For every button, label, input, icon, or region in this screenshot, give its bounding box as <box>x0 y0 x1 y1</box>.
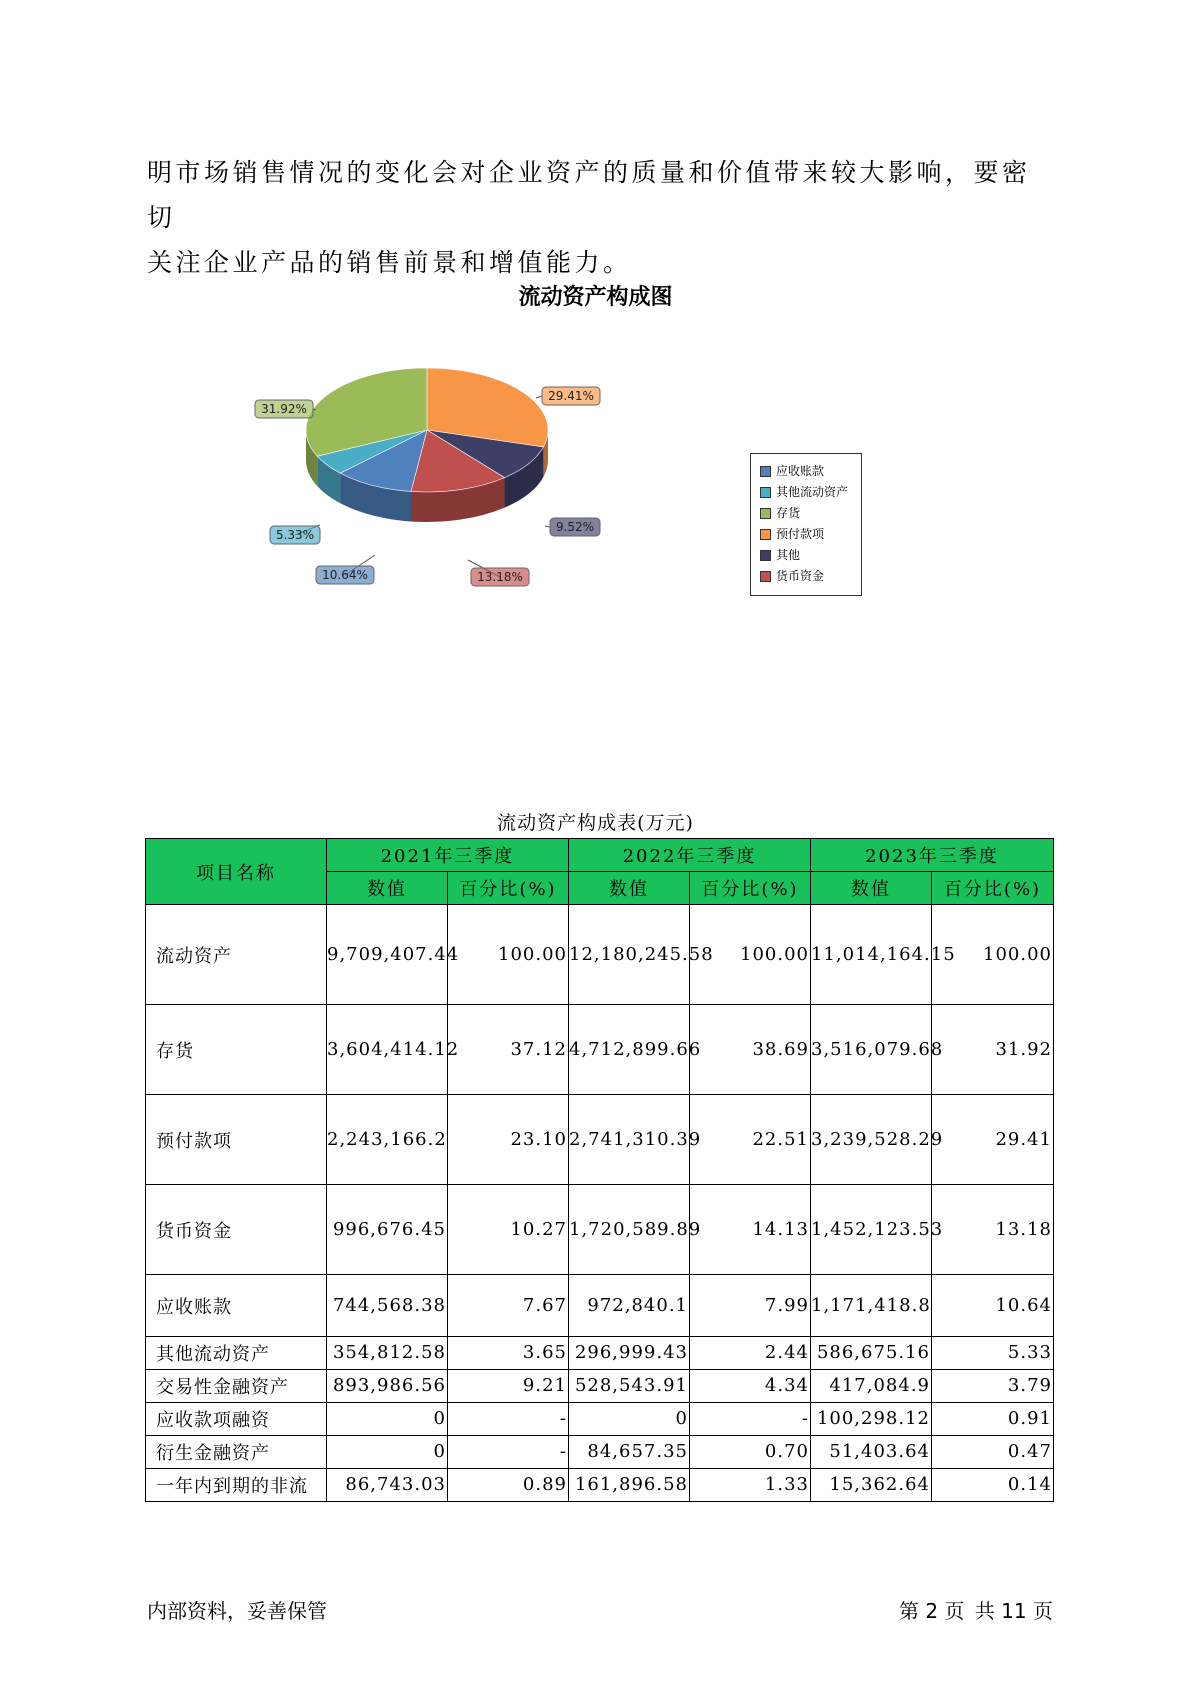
value-cell: 296,999.43 <box>569 1337 690 1370</box>
value-cell: 12,180,245.58 <box>569 905 690 1005</box>
row-label: 存货 <box>146 1005 327 1095</box>
legend-swatch <box>760 550 771 561</box>
percent-cell: 37.12 <box>448 1005 569 1095</box>
percent-cell: 5.33 <box>932 1337 1054 1370</box>
percent-cell: - <box>448 1436 569 1469</box>
value-cell: 0 <box>327 1436 448 1469</box>
pie-data-label: 5.33% <box>275 528 315 542</box>
row-label: 其他流动资产 <box>146 1337 327 1370</box>
percent-cell: 100.00 <box>932 905 1054 1005</box>
percent-cell: 4.34 <box>690 1370 811 1403</box>
chart-legend <box>750 453 862 596</box>
percent-cell: 7.67 <box>448 1275 569 1337</box>
table-row <box>146 1095 1054 1185</box>
header-value: 数值 <box>569 872 690 905</box>
header-period: 2023年三季度 <box>811 839 1054 872</box>
legend-swatch <box>760 487 771 498</box>
value-cell: 1,452,123.53 <box>811 1185 932 1275</box>
value-cell: 15,362.64 <box>811 1469 932 1502</box>
row-label: 流动资产 <box>146 905 327 1005</box>
percent-cell: 9.21 <box>448 1370 569 1403</box>
value-cell: 100,298.12 <box>811 1403 932 1436</box>
legend-item <box>760 566 861 587</box>
row-label: 衍生金融资产 <box>146 1436 327 1469</box>
pie-data-label: 13.18% <box>477 570 523 584</box>
pie-leader-line <box>536 396 542 398</box>
legend-swatch <box>760 571 771 582</box>
row-label: 货币资金 <box>146 1185 327 1275</box>
page-total: 共 11 页 <box>974 1599 1053 1623</box>
pie-data-label: 10.64% <box>322 568 368 582</box>
percent-cell: 29.41 <box>932 1095 1054 1185</box>
percent-cell: 13.18 <box>932 1185 1054 1275</box>
pie-leader-line <box>545 526 550 527</box>
percent-cell: 0.91 <box>932 1403 1054 1436</box>
table-row <box>146 1275 1054 1337</box>
percent-cell: 7.99 <box>690 1275 811 1337</box>
percent-cell: 3.79 <box>932 1370 1054 1403</box>
percent-cell: 0.89 <box>448 1469 569 1502</box>
legend-label: 其他 <box>776 548 801 562</box>
page-number: 第 2 页 <box>899 1599 965 1623</box>
legend-label: 预付款项 <box>776 527 825 541</box>
legend-swatch <box>760 508 771 519</box>
percent-cell: - <box>690 1403 811 1436</box>
value-cell: 996,676.45 <box>327 1185 448 1275</box>
percent-cell: 1.33 <box>690 1469 811 1502</box>
value-cell: 0 <box>327 1403 448 1436</box>
chart-title: 流动资产构成图 <box>518 285 673 310</box>
pie-data-label: 31.92% <box>261 402 307 416</box>
value-cell: 3,516,079.68 <box>811 1005 932 1095</box>
value-cell: 586,675.16 <box>811 1337 932 1370</box>
percent-cell: 100.00 <box>690 905 811 1005</box>
legend-item <box>760 461 861 482</box>
value-cell: 528,543.91 <box>569 1370 690 1403</box>
legend-label: 存货 <box>776 506 801 520</box>
legend-item <box>760 482 861 503</box>
percent-cell: 23.10 <box>448 1095 569 1185</box>
percent-cell: 0.14 <box>932 1469 1054 1502</box>
legend-label: 其他流动资产 <box>776 485 849 499</box>
header-item-name: 项目名称 <box>146 839 327 905</box>
row-label: 交易性金融资产 <box>146 1370 327 1403</box>
header-percent: 百分比(%) <box>448 872 569 905</box>
footer-pagination <box>895 1595 1053 1624</box>
table-row <box>146 1370 1054 1403</box>
header-percent: 百分比(%) <box>690 872 811 905</box>
header-value: 数值 <box>327 872 448 905</box>
value-cell: 354,812.58 <box>327 1337 448 1370</box>
value-cell: 4,712,899.66 <box>569 1005 690 1095</box>
value-cell: 744,568.38 <box>327 1275 448 1337</box>
table-row <box>146 1185 1054 1275</box>
header-period: 2021年三季度 <box>327 839 569 872</box>
legend-item <box>760 503 861 524</box>
value-cell: 51,403.64 <box>811 1436 932 1469</box>
header-value: 数值 <box>811 872 932 905</box>
percent-cell: 0.70 <box>690 1436 811 1469</box>
table-row <box>146 1403 1054 1436</box>
value-cell: 0 <box>569 1403 690 1436</box>
value-cell: 1,720,589.89 <box>569 1185 690 1275</box>
percent-cell: 2.44 <box>690 1337 811 1370</box>
value-cell: 86,743.03 <box>327 1469 448 1502</box>
percent-cell: 0.47 <box>932 1436 1054 1469</box>
value-cell: 972,840.1 <box>569 1275 690 1337</box>
pie-chart <box>0 0 1191 700</box>
table-row <box>146 905 1054 1005</box>
percent-cell: 10.64 <box>932 1275 1054 1337</box>
legend-item <box>760 524 861 545</box>
legend-label: 货币资金 <box>776 569 825 583</box>
percent-cell: 10.27 <box>448 1185 569 1275</box>
value-cell: 3,604,414.12 <box>327 1005 448 1095</box>
value-cell: 2,243,166.2 <box>327 1095 448 1185</box>
legend-swatch <box>760 529 771 540</box>
row-label: 应收账款 <box>146 1275 327 1337</box>
footer-note: 内部资料，妥善保管 <box>147 1599 327 1623</box>
value-cell: 2,741,310.39 <box>569 1095 690 1185</box>
legend-item <box>760 545 861 566</box>
table-row <box>146 1469 1054 1502</box>
table-row <box>146 1436 1054 1469</box>
percent-cell: 22.51 <box>690 1095 811 1185</box>
header-period: 2022年三季度 <box>569 839 811 872</box>
row-label: 预付款项 <box>146 1095 327 1185</box>
value-cell: 161,896.58 <box>569 1469 690 1502</box>
header-percent: 百分比(%) <box>932 872 1054 905</box>
value-cell: 417,084.9 <box>811 1370 932 1403</box>
value-cell: 3,239,528.29 <box>811 1095 932 1185</box>
row-label: 应收款项融资 <box>146 1403 327 1436</box>
paragraph-line: 关注企业产品的销售前景和增值能力。 <box>147 248 632 277</box>
value-cell: 893,986.56 <box>327 1370 448 1403</box>
table-row <box>146 1337 1054 1370</box>
legend-swatch <box>760 466 771 477</box>
legend-label: 应收账款 <box>776 464 825 478</box>
value-cell: 9,709,407.44 <box>327 905 448 1005</box>
value-cell: 11,014,164.15 <box>811 905 932 1005</box>
percent-cell: 3.65 <box>448 1337 569 1370</box>
percent-cell: 38.69 <box>690 1005 811 1095</box>
value-cell: 1,171,418.8 <box>811 1275 932 1337</box>
percent-cell: - <box>448 1403 569 1436</box>
percent-cell: 31.92 <box>932 1005 1054 1095</box>
table-caption: 流动资产构成表(万元) <box>497 812 694 834</box>
value-cell: 84,657.35 <box>569 1436 690 1469</box>
table-row <box>146 1005 1054 1095</box>
assets-table <box>145 838 1054 1502</box>
percent-cell: 14.13 <box>690 1185 811 1275</box>
pie-data-label: 9.52% <box>555 520 595 534</box>
percent-cell: 100.00 <box>448 905 569 1005</box>
paragraph-line: 明市场销售情况的变化会对企业资产的质量和价值带来较大影响，要密切 <box>147 158 1031 232</box>
row-label: 一年内到期的非流 <box>146 1469 327 1502</box>
pie-data-label: 29.41% <box>548 389 594 403</box>
